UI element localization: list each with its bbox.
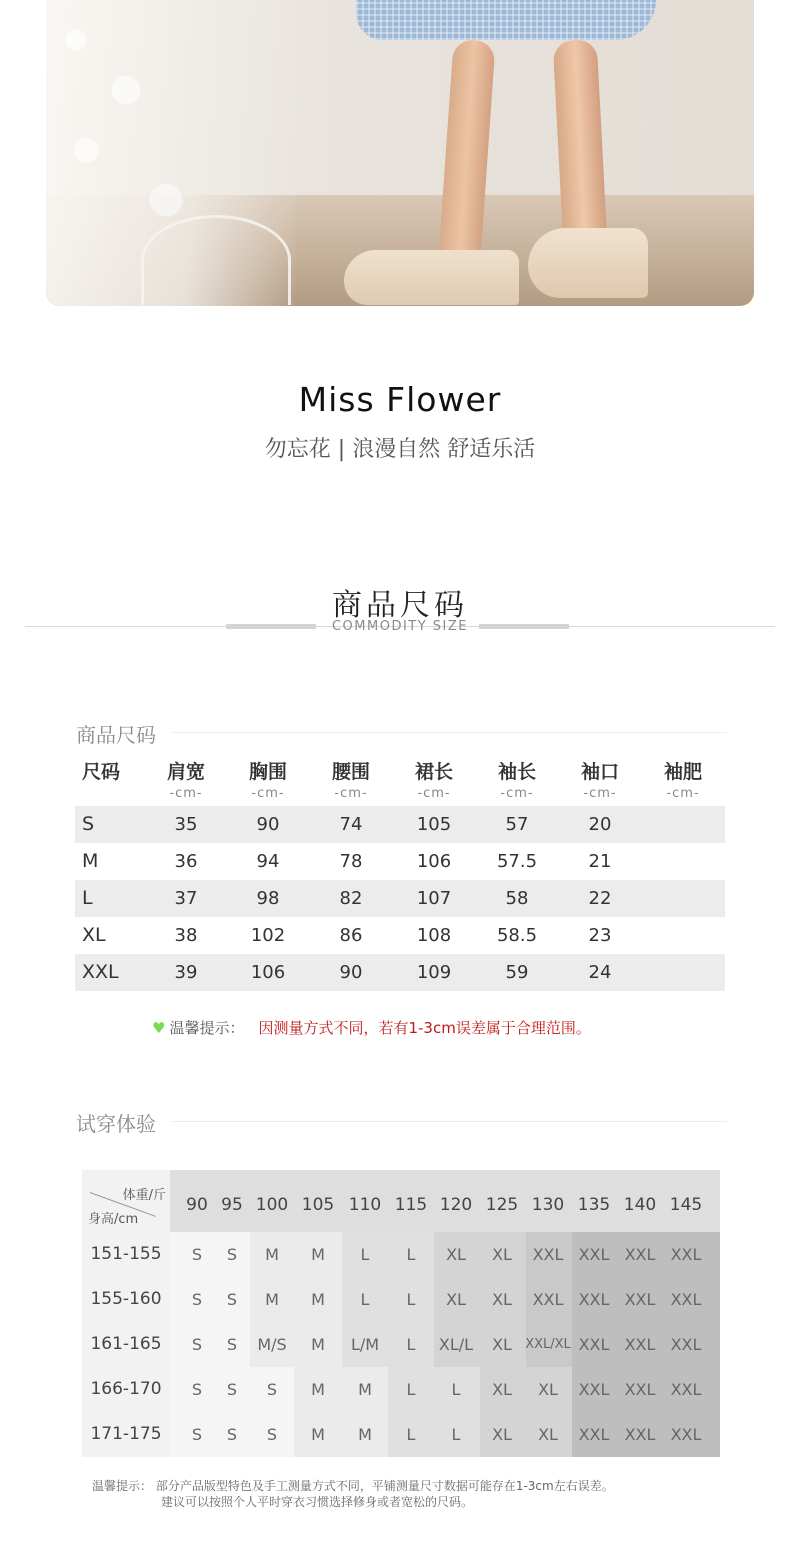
fit-size: M xyxy=(311,1335,325,1354)
height-label: 161-165 xyxy=(82,1322,170,1367)
fit-size: M/S xyxy=(257,1335,287,1354)
weight-axis-label: 体重/斤 xyxy=(122,1188,166,1203)
weight-header: 105 xyxy=(301,1195,335,1215)
height-label: 155-160 xyxy=(82,1277,170,1322)
fit-size: XL xyxy=(538,1380,558,1399)
fit-size: XXL xyxy=(624,1290,656,1309)
tip-label: 温馨提示： xyxy=(169,1019,245,1037)
height-axis-label: 身高/cm xyxy=(88,1212,139,1227)
table-cell: 57.5 xyxy=(496,851,538,872)
fit-table-heading: 试穿体验 xyxy=(76,1112,156,1136)
fit-size: M xyxy=(358,1425,372,1444)
fit-size: XXL xyxy=(532,1245,564,1264)
table-cell: 23 xyxy=(588,925,612,946)
fit-size: XXL xyxy=(578,1245,610,1264)
fit-size: XXL xyxy=(578,1425,610,1444)
fit-size: L xyxy=(406,1290,416,1309)
fit-size: M xyxy=(265,1290,279,1309)
shoe xyxy=(344,250,519,305)
size-label: S xyxy=(82,813,95,835)
table-cell: 108 xyxy=(416,925,452,946)
column-header-label: 袖口 xyxy=(580,761,619,783)
column-unit: -cm- xyxy=(666,786,700,801)
column-header-label: 胸围 xyxy=(248,761,287,783)
size-label: L xyxy=(82,887,93,909)
fit-size: S xyxy=(226,1380,238,1399)
shoe xyxy=(528,228,648,298)
column-unit: -cm- xyxy=(500,786,534,801)
fit-table xyxy=(82,1170,720,1464)
fit-size: XXL xyxy=(670,1290,702,1309)
table-cell: 74 xyxy=(339,814,363,835)
column-unit: -cm- xyxy=(169,786,203,801)
fit-size: S xyxy=(226,1245,238,1264)
size-table-header xyxy=(75,757,725,805)
fit-size: S xyxy=(226,1290,238,1309)
table-cell: 106 xyxy=(416,851,452,872)
weight-header: 125 xyxy=(485,1195,519,1215)
size-label: XL xyxy=(82,924,106,946)
table-cell: 109 xyxy=(416,962,452,983)
fit-size: XXL xyxy=(578,1380,610,1399)
fit-size: S xyxy=(266,1380,278,1399)
brand-title: Miss Flower xyxy=(298,380,502,419)
column-header-label: 袖肥 xyxy=(663,761,702,783)
table-cell: 58.5 xyxy=(496,925,538,946)
fit-size: XXL xyxy=(624,1335,656,1354)
table-cell: 24 xyxy=(588,962,612,983)
weight-header: 95 xyxy=(221,1195,243,1215)
fit-size: M xyxy=(311,1290,325,1309)
table-cell: 105 xyxy=(416,814,452,835)
divider xyxy=(172,732,727,733)
weight-header: 130 xyxy=(531,1195,565,1215)
fit-size: XL xyxy=(446,1290,466,1309)
product-photo xyxy=(46,0,754,306)
note-line-1: 温馨提示： 部分产品版型特色及手工测量方式不同，平铺测量尺寸数据可能存在1-3cm左右误差。 xyxy=(92,1479,614,1493)
fit-size: XXL xyxy=(532,1290,564,1309)
height-label: 166-170 xyxy=(82,1367,170,1412)
tip-text: 因测量方式不同，若有1-3cm误差属于合理范围。 xyxy=(258,1019,591,1037)
size-table-heading: 商品尺码 xyxy=(76,723,156,747)
height-label: 151-155 xyxy=(82,1232,170,1277)
column-header-label: 肩宽 xyxy=(166,761,205,783)
table-cell: 37 xyxy=(174,888,198,909)
table-cell: 58 xyxy=(505,888,529,909)
table-cell: 106 xyxy=(250,962,286,983)
table-cell: 98 xyxy=(256,888,280,909)
fit-size: S xyxy=(226,1335,238,1354)
fit-size: XXL xyxy=(670,1335,702,1354)
fit-size: XXL/XL xyxy=(525,1337,571,1352)
note-line-2: 建议可以按照个人平时穿衣习惯选择修身或者宽松的尺码。 xyxy=(161,1495,474,1509)
fit-size: XL xyxy=(492,1290,512,1309)
table-cell: 36 xyxy=(174,851,198,872)
fit-size: XL xyxy=(492,1425,512,1444)
table-cell: 35 xyxy=(174,814,198,835)
column-header xyxy=(311,757,391,801)
fit-size: S xyxy=(191,1290,203,1309)
fit-size: XXL xyxy=(578,1335,610,1354)
tip xyxy=(152,1017,591,1038)
column-header-label: 裙长 xyxy=(414,761,453,783)
column-unit: -cm- xyxy=(251,786,285,801)
column-unit: -cm- xyxy=(583,786,617,801)
fit-size: XXL xyxy=(624,1380,656,1399)
fit-size: XL xyxy=(538,1425,558,1444)
section-subtitle: COMMODITY SIZE xyxy=(331,619,469,634)
fit-size: L xyxy=(406,1380,416,1399)
size-label: M xyxy=(82,850,99,872)
column-header xyxy=(560,757,640,801)
fit-size: XL xyxy=(492,1245,512,1264)
table-row xyxy=(75,843,725,880)
brand-subtitle: 勿忘花 | 浪漫自然 舒适乐活 xyxy=(264,437,536,462)
table-cell: 21 xyxy=(588,851,612,872)
fit-size: XXL xyxy=(624,1425,656,1444)
fit-size: XL xyxy=(492,1335,512,1354)
fit-size: M xyxy=(311,1425,325,1444)
weight-header: 120 xyxy=(439,1195,473,1215)
fit-size: M xyxy=(311,1380,325,1399)
fit-size: XXL xyxy=(670,1380,702,1399)
table-cell: 82 xyxy=(339,888,363,909)
fit-size: L/M xyxy=(350,1335,380,1354)
table-cell: 39 xyxy=(174,962,198,983)
table-cell: 90 xyxy=(339,962,363,983)
size-label: XXL xyxy=(82,961,119,983)
fit-size: L xyxy=(406,1425,416,1444)
table-cell: 107 xyxy=(416,888,452,909)
fit-size: S xyxy=(191,1425,203,1444)
height-label: 171-175 xyxy=(82,1412,170,1457)
fit-size: XL/L xyxy=(438,1335,474,1354)
column-header xyxy=(146,757,226,801)
fit-size: L xyxy=(451,1380,461,1399)
divider xyxy=(172,1121,727,1122)
table-cell: 20 xyxy=(588,814,612,835)
fit-size: L xyxy=(451,1425,461,1444)
weight-header: 115 xyxy=(394,1195,428,1215)
fit-size: XXL xyxy=(670,1245,702,1264)
table-row xyxy=(75,954,725,991)
table-cell: 38 xyxy=(174,925,198,946)
column-header-label: 腰围 xyxy=(331,761,370,783)
fit-size: XL xyxy=(446,1245,466,1264)
weight-header: 90 xyxy=(186,1195,208,1215)
column-header xyxy=(228,757,308,801)
column-header xyxy=(477,757,557,801)
weight-header: 135 xyxy=(577,1195,611,1215)
fit-size: M xyxy=(358,1380,372,1399)
column-header-label: 袖长 xyxy=(497,761,536,783)
weight-header: 110 xyxy=(348,1195,382,1215)
fit-size: XXL xyxy=(624,1245,656,1264)
table-row xyxy=(75,917,725,954)
fit-size: S xyxy=(191,1335,203,1354)
fit-table-corner xyxy=(82,1170,170,1232)
fit-size: L xyxy=(360,1290,370,1309)
column-header-label: 尺码 xyxy=(81,761,120,783)
table-row xyxy=(75,880,725,917)
table-cell: 90 xyxy=(256,814,280,835)
fit-size: S xyxy=(266,1425,278,1444)
column-header xyxy=(643,757,723,801)
fit-size: M xyxy=(265,1245,279,1264)
column-header xyxy=(61,757,141,784)
weight-header: 100 xyxy=(255,1195,289,1215)
fit-size: L xyxy=(406,1245,416,1264)
fit-size: S xyxy=(191,1245,203,1264)
column-unit: -cm- xyxy=(334,786,368,801)
gingham-skirt xyxy=(356,0,656,40)
table-cell: 22 xyxy=(588,888,612,909)
fit-size: M xyxy=(311,1245,325,1264)
weight-header: 145 xyxy=(669,1195,703,1215)
table-row xyxy=(75,806,725,843)
table-cell: 59 xyxy=(505,962,529,983)
column-header xyxy=(394,757,474,801)
fit-size: L xyxy=(360,1245,370,1264)
table-cell: 57 xyxy=(505,814,529,835)
column-unit: -cm- xyxy=(417,786,451,801)
fit-size: S xyxy=(226,1425,238,1444)
fit-size: XL xyxy=(492,1380,512,1399)
table-cell: 86 xyxy=(339,925,363,946)
section-title: 商品尺码 xyxy=(332,588,468,623)
fit-size: XXL xyxy=(578,1290,610,1309)
table-cell: 102 xyxy=(250,925,286,946)
table-cell: 94 xyxy=(256,851,280,872)
fit-size: L xyxy=(406,1335,416,1354)
heart-icon: ♥ xyxy=(152,1019,166,1037)
fit-size: S xyxy=(191,1380,203,1399)
fit-size: XXL xyxy=(670,1425,702,1444)
weight-header: 140 xyxy=(623,1195,657,1215)
table-cell: 78 xyxy=(339,851,363,872)
